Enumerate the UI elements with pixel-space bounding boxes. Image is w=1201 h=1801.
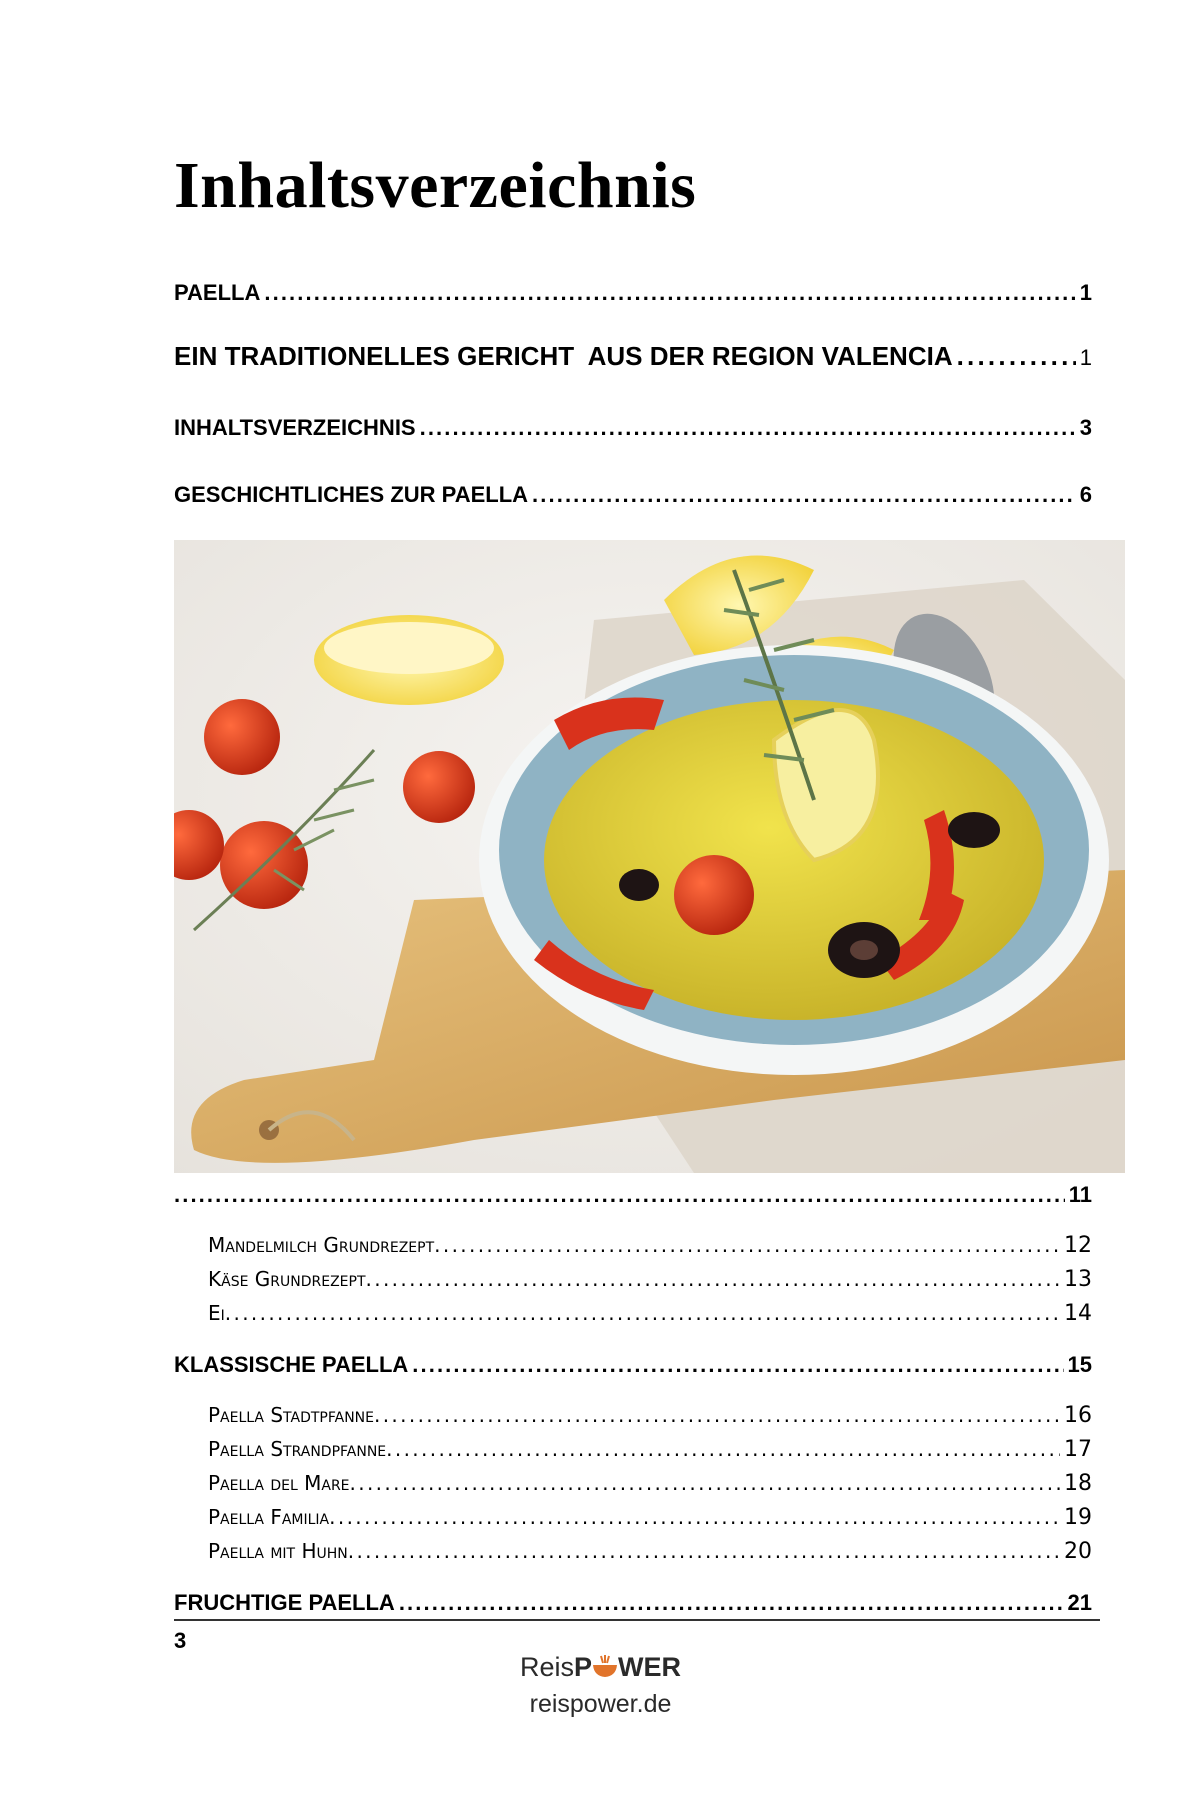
website-link[interactable]: reispower.de: [529, 1690, 672, 1718]
dot-leader: [386, 1437, 1060, 1461]
brand-power-rest: WER: [618, 1652, 682, 1682]
toc-entry-kaese[interactable]: [208, 1267, 1092, 1292]
toc-page-number: 1: [1079, 280, 1092, 305]
toc-entry-del-mare[interactable]: [208, 1471, 1092, 1496]
dot-leader: [412, 1352, 1063, 1378]
toc-page-number: 15: [1067, 1352, 1092, 1377]
toc-entry-familia[interactable]: [208, 1505, 1092, 1530]
toc-entry-strandpfanne[interactable]: [208, 1437, 1092, 1462]
toc-label: KLASSISCHE PAELLA: [174, 1352, 409, 1377]
dot-leader: [350, 1471, 1060, 1495]
footer-divider: [174, 1619, 1100, 1621]
toc-label: Mandelmilch Grundrezept: [208, 1233, 435, 1257]
toc-label: GESCHICHTLICHES ZUR PAELLA: [174, 482, 529, 507]
toc-entry-mit-huhn[interactable]: [208, 1539, 1092, 1564]
toc-label: PAELLA: [174, 280, 261, 305]
dot-leader: [264, 280, 1075, 306]
dot-leader: [329, 1505, 1060, 1529]
toc-entry-fruchtige-paella[interactable]: [174, 1590, 1092, 1616]
dot-leader: [399, 1590, 1064, 1616]
toc-entry-inhaltsverzeichnis[interactable]: [174, 415, 1092, 441]
page-title: Inhaltsverzeichnis: [174, 149, 697, 222]
toc-entry-klassische-paella[interactable]: [174, 1352, 1092, 1378]
dot-leader: [225, 1301, 1060, 1325]
dot-leader: [420, 415, 1076, 441]
toc-label: FRUCHTIGE PAELLA: [174, 1590, 395, 1615]
dot-leader: [434, 1233, 1060, 1257]
dot-leader: [366, 1267, 1060, 1291]
toc-entry-untitled[interactable]: [174, 1182, 1092, 1208]
brand-logo: [0, 1652, 1201, 1683]
dot-leader: [374, 1403, 1060, 1427]
brand-prefix: Reis: [519, 1652, 574, 1682]
paella-photo: [174, 540, 1125, 1173]
toc-entry-stadtpfanne[interactable]: [208, 1403, 1092, 1428]
toc-entry-ei[interactable]: [208, 1301, 1092, 1326]
toc-label: Paella mit Huhn: [208, 1539, 348, 1563]
toc-page-number: 20: [1064, 1539, 1092, 1564]
toc-page-number: 21: [1067, 1590, 1092, 1615]
dot-leader: [957, 341, 1076, 372]
toc-page-number: 19: [1064, 1505, 1092, 1530]
toc-label: INHALTSVERZEICHNIS: [174, 415, 416, 440]
toc-page-number: 1: [1079, 345, 1092, 370]
toc-label: Paella Stadtpfanne: [208, 1403, 374, 1427]
toc-label: Paella Familia: [208, 1505, 330, 1529]
toc-label: Käse Grundrezept: [208, 1267, 366, 1291]
toc-page-number: 17: [1064, 1437, 1092, 1462]
toc-page-number: 3: [1079, 415, 1092, 440]
toc-page-number: 6: [1079, 482, 1092, 507]
toc-label: Ei: [208, 1301, 225, 1325]
toc-page-number: 12: [1064, 1233, 1092, 1258]
toc-entry-mandelmilch[interactable]: [208, 1233, 1092, 1258]
toc-page-number: 11: [1068, 1182, 1092, 1207]
toc-entry-ein-traditionelles-gericht[interactable]: [174, 341, 1092, 372]
toc-label: EIN TRADITIONELLES GERICHT AUS DER REGION VALENCIA: [174, 341, 953, 371]
toc-page-number: 14: [1064, 1301, 1092, 1326]
dot-leader: [532, 482, 1076, 508]
toc-label: Paella Strandpfanne: [208, 1437, 387, 1461]
dot-leader: [348, 1539, 1060, 1563]
brand-power-p: P: [574, 1652, 593, 1682]
rice-bowl-icon: [592, 1654, 618, 1678]
toc-page-number: 18: [1064, 1471, 1092, 1496]
toc-page-number: 16: [1064, 1403, 1092, 1428]
toc-entry-paella[interactable]: [174, 280, 1092, 306]
dot-leader: [174, 1182, 1065, 1208]
toc-page-number: 13: [1064, 1267, 1092, 1292]
footer-page-number: 3: [174, 1628, 187, 1653]
toc-label: Paella del Mare: [208, 1471, 350, 1495]
toc-entry-geschichtliches[interactable]: [174, 482, 1092, 508]
